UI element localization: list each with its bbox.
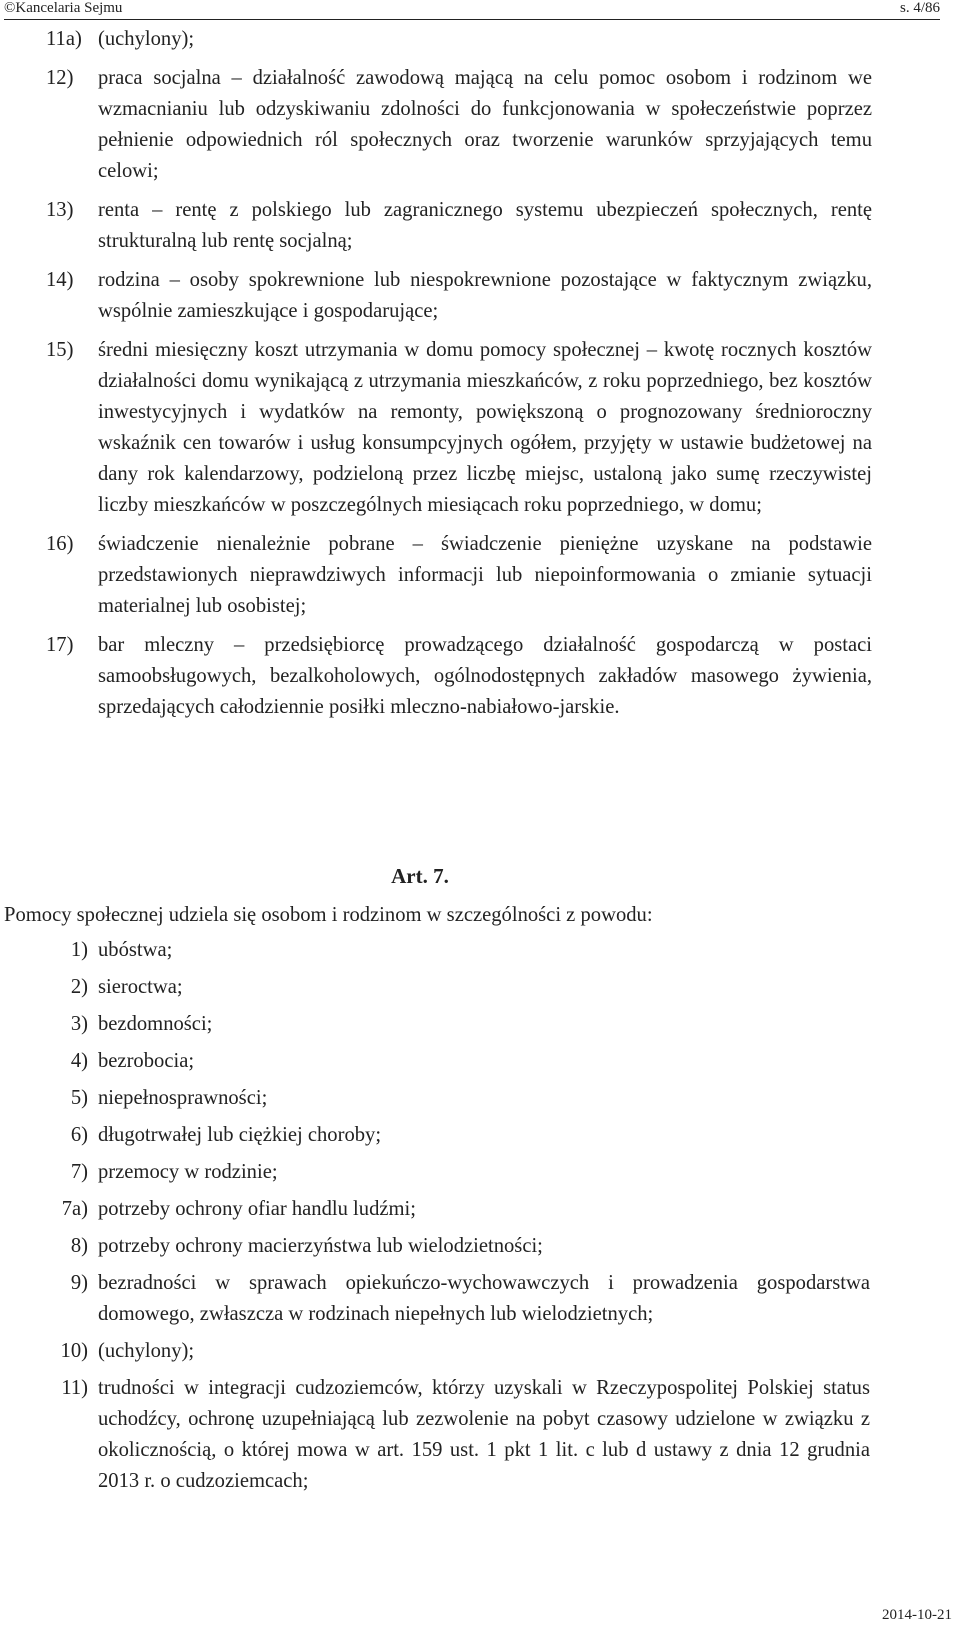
item-text: niepełnosprawności; [98, 1087, 268, 1109]
copyright-label: ©Kancelaria Sejmu [4, 0, 123, 16]
item-text: (uchylony); [98, 1340, 195, 1362]
list-item [0, 1046, 960, 1077]
list-item [0, 24, 960, 55]
list-item [0, 1231, 960, 1262]
item-text: trudności w integracji cudzoziemców, którzy uzyskali w Rzeczypospolitej Polskiej status uchodźcy, ochronę uzupełniającą lub zezwolenie na pobyt czasowy udzielone w związku z okolicznością, o której mowa w art. 159 ust. 1 pkt 1 lit. c lub d ustawy z dnia 12 grudnia 2013 r. o cudzoziemcach; [98, 1377, 870, 1492]
item-number: 7) [70, 1161, 88, 1183]
item-text: długotrwałej lub ciężkiej choroby; [98, 1124, 382, 1146]
list-item [0, 195, 960, 257]
item-number: 2) [70, 976, 88, 998]
list-item [0, 630, 960, 723]
item-number: 8) [70, 1235, 88, 1257]
list-item [0, 1336, 960, 1367]
item-number: 10) [60, 1340, 88, 1362]
list-item [0, 1268, 960, 1330]
list-item [0, 63, 960, 187]
item-number: 15) [46, 339, 74, 361]
item-text: przemocy w rodzinie; [98, 1161, 278, 1183]
item-number: 4) [70, 1050, 88, 1072]
item-number: 12) [46, 67, 74, 89]
item-text: potrzeby ochrony macierzyństwa lub wielodzietności; [98, 1235, 543, 1257]
item-text: renta – rentę z polskiego lub zagranicznego systemu ubezpieczeń społecznych, rentę strukturalną lub rentę socjalną; [98, 199, 872, 252]
list-item [0, 1083, 960, 1114]
item-text: ubóstwa; [98, 939, 173, 961]
item-number: 11a) [46, 28, 82, 50]
item-number: 17) [46, 634, 74, 656]
article-title: Art. 7. [391, 864, 449, 888]
list-item [0, 335, 960, 521]
list-item [0, 265, 960, 327]
list-item [0, 972, 960, 1003]
item-text: bezrobocia; [98, 1050, 195, 1072]
list-item [0, 1120, 960, 1151]
footer-date: 2014-10-21 [882, 1607, 952, 1623]
item-number: 11) [61, 1377, 88, 1399]
reasons-list [0, 935, 960, 1503]
header-divider [4, 19, 940, 20]
item-text: praca socjalna – działalność zawodową mającą na celu pomoc osobom i rodzinom we wzmacnianiu lub odzyskiwaniu zdolności do funkcjonowania w społeczeństwie poprzez pełnienie odpowiednich ról społecznych oraz tworzenie warunków sprzyjających temu celowi; [98, 67, 872, 182]
item-number: 9) [70, 1272, 88, 1294]
item-text: (uchylony); [98, 28, 195, 50]
item-text: potrzeby ochrony ofiar handlu ludźmi; [98, 1198, 416, 1220]
list-item [0, 1157, 960, 1188]
article-intro: Pomocy społecznej udziela się osobom i rodzinom w szczególności z powodu: [4, 904, 653, 926]
list-item [0, 1373, 960, 1497]
list-item [0, 1194, 960, 1225]
list-item [0, 1009, 960, 1040]
item-number: 13) [46, 199, 74, 221]
item-text: bezdomności; [98, 1013, 213, 1035]
item-number: 7a) [61, 1198, 88, 1220]
item-text: bezradności w sprawach opiekuńczo-wychowawczych i prowadzenia gospodarstwa domowego, zwłaszcza w rodzinach niepełnych lub wielodzietnych; [98, 1272, 870, 1325]
item-text: świadczenie nienależnie pobrane – świadczenie pieniężne uzyskane na podstawie przedstawionych nieprawdziwych informacji lub niepoinformowania o zmianie sytuacji materialnej lub osobistej; [98, 533, 872, 617]
page-number: s. 4/86 [899, 0, 940, 16]
item-text: sieroctwa; [98, 976, 183, 998]
item-number: 6) [70, 1124, 88, 1146]
item-number: 5) [70, 1087, 88, 1109]
item-number: 16) [46, 533, 74, 555]
item-text: średni miesięczny koszt utrzymania w domu pomocy społecznej – kwotę rocznych kosztów działalności domu wynikającą z utrzymania mieszkańców, z roku poprzedniego, bez kosztów inwestycyjnych i wydatków na remonty, powiększoną o prognozowany średnioroczny wskaźnik cen towarów i usług konsumpcyjnych ogółem, przyjęty w ustawie budżetowej na dany rok kalendarzowy, podzieloną przez liczbę miejsc, ustaloną jako sumę rzeczywistej liczby mieszkańców w poszczególnych miesiącach roku poprzedniego, w domu; [98, 339, 872, 516]
definitions-list [0, 24, 960, 731]
item-number: 1) [70, 939, 88, 961]
page-header [0, 0, 940, 20]
item-text: rodzina – osoby spokrewnione lub niespokrewnione pozostające w faktycznym związku, wspólnie zamieszkujące i gospodarujące; [98, 269, 872, 322]
list-item [0, 529, 960, 622]
item-number: 3) [70, 1013, 88, 1035]
list-item [0, 935, 960, 966]
item-text: bar mleczny – przedsiębiorcę prowadzącego działalność gospodarczą w postaci samoobsługowych, bezalkoholowych, ogólnodostępnych zakładów masowego żywienia, sprzedających całodziennie posiłki mleczno-nabiałowo-jarskie. [98, 634, 872, 718]
item-number: 14) [46, 269, 74, 291]
